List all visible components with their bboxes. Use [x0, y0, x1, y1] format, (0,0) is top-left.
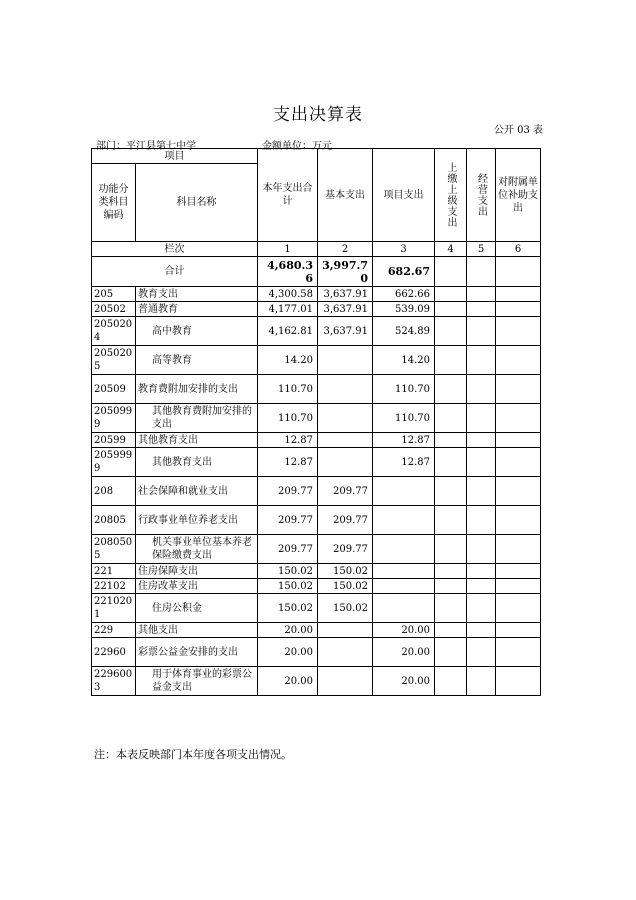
cell-code: 2210201 [92, 594, 136, 623]
cell-project [373, 594, 435, 623]
cell-basic: 150.02 [318, 594, 373, 623]
cell-basic [318, 638, 373, 667]
table-row [92, 375, 541, 404]
cell-business [467, 317, 496, 346]
cell-total: 14.20 [258, 346, 318, 375]
cell-upper [435, 564, 467, 579]
cell-upper [435, 594, 467, 623]
cell-subsidy [496, 638, 541, 667]
cell-basic: 3,637.91 [318, 287, 373, 302]
cell-code: 2050204 [92, 317, 136, 346]
cell-name: 社会保障和就业支出 [136, 477, 258, 506]
header-item-group: 项目 [92, 149, 258, 164]
cell-subsidy [496, 667, 541, 696]
cell-project: 524.89 [373, 317, 435, 346]
cell-upper [435, 302, 467, 317]
cell-project [373, 506, 435, 535]
cell-project: 110.70 [373, 375, 435, 404]
cell-basic [318, 667, 373, 696]
header-row-1 [92, 149, 541, 164]
cell-upper [435, 448, 467, 477]
department-label: 部门：平江县第七中学 [96, 141, 196, 152]
cell-business [467, 375, 496, 404]
amount-unit-label: 金额单位：万元 [262, 141, 332, 152]
header-name: 科目名称 [136, 164, 258, 242]
cell-total: 20.00 [258, 638, 318, 667]
table-row [92, 535, 541, 564]
cell-total: 150.02 [258, 594, 318, 623]
cell-subsidy [496, 594, 541, 623]
cell-name: 高中教育 [136, 317, 258, 346]
cell-basic: 209.77 [318, 535, 373, 564]
total-business [467, 257, 496, 287]
cell-subsidy [496, 564, 541, 579]
header-total: 本年支出合计 [258, 149, 318, 242]
table-row [92, 346, 541, 375]
cell-project: 12.87 [373, 448, 435, 477]
cell-code: 2050999 [92, 404, 136, 433]
table-row [92, 448, 541, 477]
cell-business [467, 579, 496, 594]
cell-subsidy [496, 579, 541, 594]
cell-business [467, 638, 496, 667]
total-subsidy [496, 257, 541, 287]
cell-total: 209.77 [258, 477, 318, 506]
cell-upper [435, 317, 467, 346]
total-basic: 3,997.70 [318, 257, 373, 287]
expenditure-table [91, 148, 541, 696]
cell-project: 539.09 [373, 302, 435, 317]
table-row [92, 477, 541, 506]
cell-name: 其他教育费附加安排的支出 [136, 404, 258, 433]
cell-total: 209.77 [258, 535, 318, 564]
cell-name: 教育费附加安排的支出 [136, 375, 258, 404]
header-subsidy: 对附属单位补助支出 [496, 149, 541, 242]
cell-name: 普通教育 [136, 302, 258, 317]
cell-project: 14.20 [373, 346, 435, 375]
cell-basic: 150.02 [318, 579, 373, 594]
cell-total: 110.70 [258, 375, 318, 404]
cell-total: 12.87 [258, 448, 318, 477]
column-index-2: 2 [318, 242, 373, 257]
cell-project [373, 579, 435, 594]
cell-code: 20509 [92, 375, 136, 404]
cell-subsidy [496, 506, 541, 535]
cell-upper [435, 623, 467, 638]
cell-business [467, 302, 496, 317]
cell-total: 4,300.58 [258, 287, 318, 302]
cell-name: 住房公积金 [136, 594, 258, 623]
cell-code: 22102 [92, 579, 136, 594]
cell-basic [318, 448, 373, 477]
column-index-5: 5 [467, 242, 496, 257]
cell-project: 20.00 [373, 623, 435, 638]
cell-total: 209.77 [258, 506, 318, 535]
column-index-6: 6 [496, 242, 541, 257]
total-upper [435, 257, 467, 287]
header-upper-text: 上缴上级支出 [445, 162, 456, 228]
table-row [92, 564, 541, 579]
cell-project: 662.66 [373, 287, 435, 302]
cell-business [467, 667, 496, 696]
cell-name: 其他教育支出 [136, 448, 258, 477]
cell-code: 2296003 [92, 667, 136, 696]
cell-total: 110.70 [258, 404, 318, 433]
total-project: 682.67 [373, 257, 435, 287]
cell-business [467, 564, 496, 579]
table-row [92, 506, 541, 535]
cell-business [467, 346, 496, 375]
cell-basic: 150.02 [318, 564, 373, 579]
page-title: 支出决算表 [273, 105, 363, 125]
header-business-text: 经营支出 [475, 173, 487, 217]
cell-business [467, 535, 496, 564]
cell-total: 4,162.81 [258, 317, 318, 346]
cell-code: 221 [92, 564, 136, 579]
cell-total: 12.87 [258, 433, 318, 448]
cell-subsidy [496, 448, 541, 477]
cell-business [467, 506, 496, 535]
header-basic: 基本支出 [318, 149, 373, 242]
cell-code: 20805 [92, 506, 136, 535]
cell-subsidy [496, 404, 541, 433]
cell-subsidy [496, 535, 541, 564]
table-row [92, 317, 541, 346]
total-label: 合计 [92, 257, 258, 287]
cell-upper [435, 667, 467, 696]
column-index-1: 1 [258, 242, 318, 257]
column-index-row [92, 242, 541, 257]
table-row [92, 287, 541, 302]
cell-name: 住房保障支出 [136, 564, 258, 579]
cell-code: 2080505 [92, 535, 136, 564]
cell-name: 住房改革支出 [136, 579, 258, 594]
cell-subsidy [496, 433, 541, 448]
cell-business [467, 404, 496, 433]
total-row [92, 257, 541, 287]
cell-upper [435, 375, 467, 404]
header-business [467, 149, 496, 242]
cell-name: 其他支出 [136, 623, 258, 638]
cell-subsidy [496, 317, 541, 346]
header-code: 功能分类科目编码 [92, 164, 136, 242]
cell-project [373, 564, 435, 579]
cell-code: 205 [92, 287, 136, 302]
cell-total: 20.00 [258, 667, 318, 696]
cell-basic [318, 375, 373, 404]
table-row [92, 404, 541, 433]
cell-code: 20599 [92, 433, 136, 448]
cell-upper [435, 433, 467, 448]
cell-upper [435, 477, 467, 506]
cell-project: 110.70 [373, 404, 435, 433]
cell-business [467, 594, 496, 623]
cell-business [467, 477, 496, 506]
header-project: 项目支出 [373, 149, 435, 242]
cell-total: 150.02 [258, 564, 318, 579]
cell-total: 4,177.01 [258, 302, 318, 317]
cell-basic [318, 433, 373, 448]
header-upper [435, 149, 467, 242]
cell-name: 其他教育支出 [136, 433, 258, 448]
cell-business [467, 448, 496, 477]
total-amount: 4,680.36 [258, 257, 318, 287]
cell-upper [435, 287, 467, 302]
cell-subsidy [496, 623, 541, 638]
cell-project [373, 477, 435, 506]
footnote: 注：本表反映部门本年度各项支出情况。 [94, 748, 292, 761]
cell-upper [435, 404, 467, 433]
cell-business [467, 433, 496, 448]
column-index-4: 4 [435, 242, 467, 257]
cell-basic: 209.77 [318, 506, 373, 535]
cell-upper [435, 535, 467, 564]
cell-code: 208 [92, 477, 136, 506]
cell-name: 用于体育事业的彩票公益金支出 [136, 667, 258, 696]
table-row [92, 579, 541, 594]
table-row [92, 667, 541, 696]
column-index-label: 栏次 [92, 242, 258, 257]
cell-total: 150.02 [258, 579, 318, 594]
cell-basic [318, 623, 373, 638]
form-number: 公开 03 表 [493, 125, 543, 136]
cell-code: 2050205 [92, 346, 136, 375]
cell-subsidy [496, 477, 541, 506]
cell-project: 20.00 [373, 638, 435, 667]
cell-name: 高等教育 [136, 346, 258, 375]
table-row [92, 594, 541, 623]
cell-basic: 209.77 [318, 477, 373, 506]
cell-basic [318, 404, 373, 433]
cell-code: 229 [92, 623, 136, 638]
cell-subsidy [496, 346, 541, 375]
cell-name: 彩票公益金安排的支出 [136, 638, 258, 667]
cell-code: 22960 [92, 638, 136, 667]
cell-basic: 3,637.91 [318, 302, 373, 317]
cell-name: 教育支出 [136, 287, 258, 302]
cell-upper [435, 579, 467, 594]
cell-upper [435, 638, 467, 667]
cell-code: 20502 [92, 302, 136, 317]
cell-subsidy [496, 287, 541, 302]
cell-project [373, 535, 435, 564]
cell-business [467, 623, 496, 638]
column-index-3: 3 [373, 242, 435, 257]
cell-basic: 3,637.91 [318, 317, 373, 346]
cell-name: 行政事业单位养老支出 [136, 506, 258, 535]
cell-basic [318, 346, 373, 375]
cell-upper [435, 506, 467, 535]
cell-name: 机关事业单位基本养老保险缴费支出 [136, 535, 258, 564]
table-row [92, 638, 541, 667]
table-row [92, 433, 541, 448]
cell-project: 20.00 [373, 667, 435, 696]
cell-subsidy [496, 302, 541, 317]
cell-project: 12.87 [373, 433, 435, 448]
table-row [92, 623, 541, 638]
cell-business [467, 287, 496, 302]
cell-subsidy [496, 375, 541, 404]
cell-code: 2059999 [92, 448, 136, 477]
table-row [92, 302, 541, 317]
cell-upper [435, 346, 467, 375]
cell-total: 20.00 [258, 623, 318, 638]
